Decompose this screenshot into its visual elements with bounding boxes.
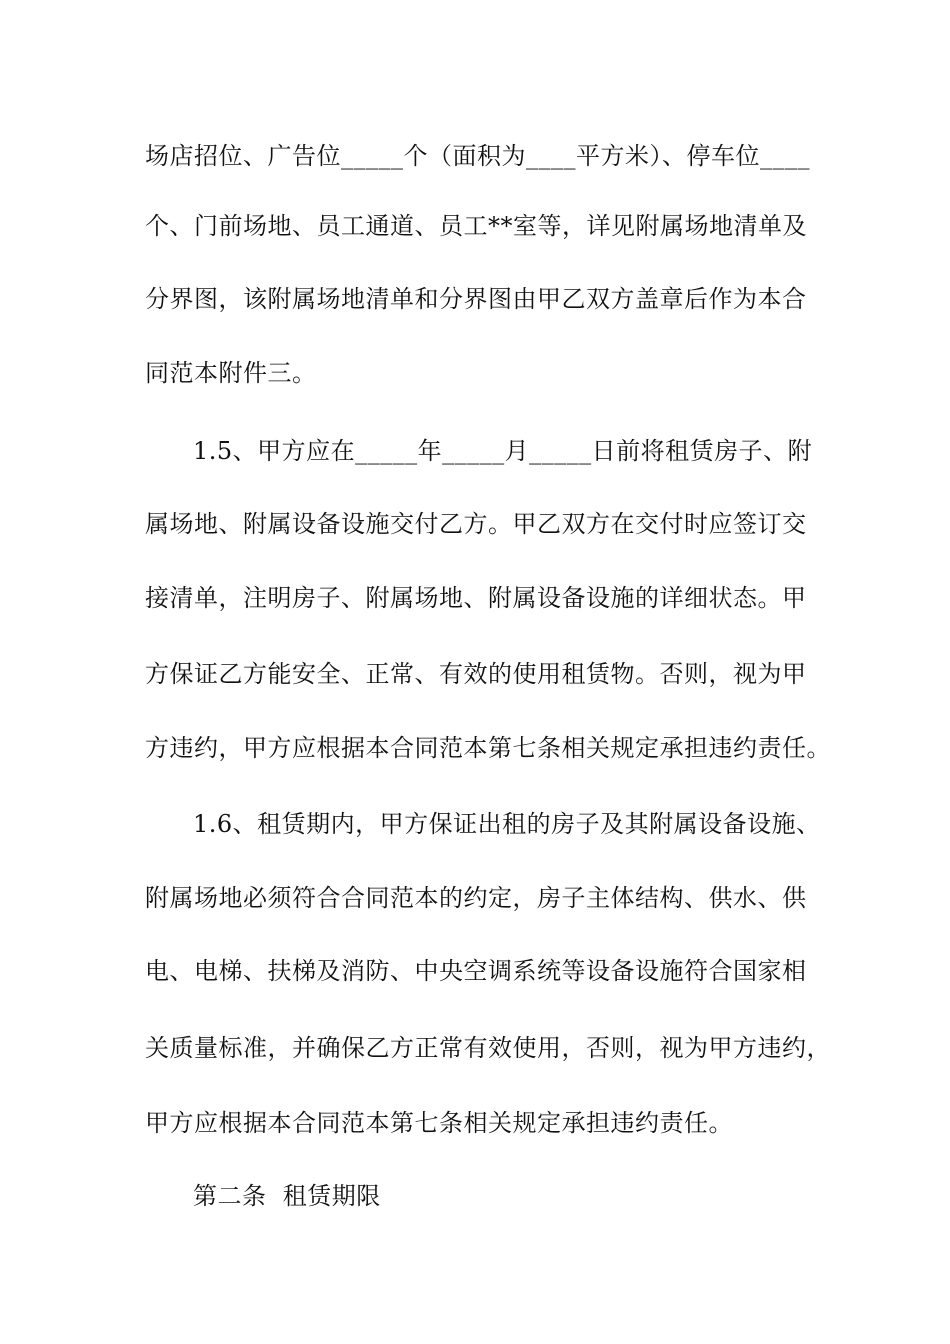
paragraph-line: 1.6、租赁期内，甲方保证出租的房子及其附属设备设施、	[193, 810, 821, 838]
paragraph-line: 方保证乙方能安全、正常、有效的使用租赁物。否则，视为甲	[145, 660, 807, 688]
paragraph-line: 同范本附件三。	[145, 359, 317, 387]
paragraph-line: 附属场地必须符合合同范本的约定，房子主体结构、供水、供	[145, 884, 807, 912]
section-heading: 第二条 租赁期限	[193, 1182, 381, 1210]
paragraph-line: 1.5、甲方应在_____年_____月_____日前将租赁房子、附	[193, 437, 813, 465]
paragraph-line: 关质量标准，并确保乙方正常有效使用，否则，视为甲方违约，	[145, 1034, 831, 1062]
paragraph-line: 甲方应根据本合同范本第七条相关规定承担违约责任。	[145, 1109, 733, 1137]
paragraph-line: 场店招位、广告位_____个（面积为____平方米）、停车位____	[145, 142, 810, 170]
paragraph-line: 个、门前场地、员工通道、员工**室等，详见附属场地清单及	[145, 212, 807, 240]
paragraph-line: 方违约，甲方应根据本合同范本第七条相关规定承担违约责任。	[145, 734, 831, 762]
paragraph-line: 分界图，该附属场地清单和分界图由甲乙双方盖章后作为本合	[145, 285, 807, 313]
paragraph-line: 电、电梯、扶梯及消防、中央空调系统等设备设施符合国家相	[145, 957, 807, 985]
paragraph-line: 接清单，注明房子、附属场地、附属设备设施的详细状态。甲	[145, 584, 807, 612]
paragraph-line: 属场地、附属设备设施交付乙方。甲乙双方在交付时应签订交	[145, 510, 807, 538]
